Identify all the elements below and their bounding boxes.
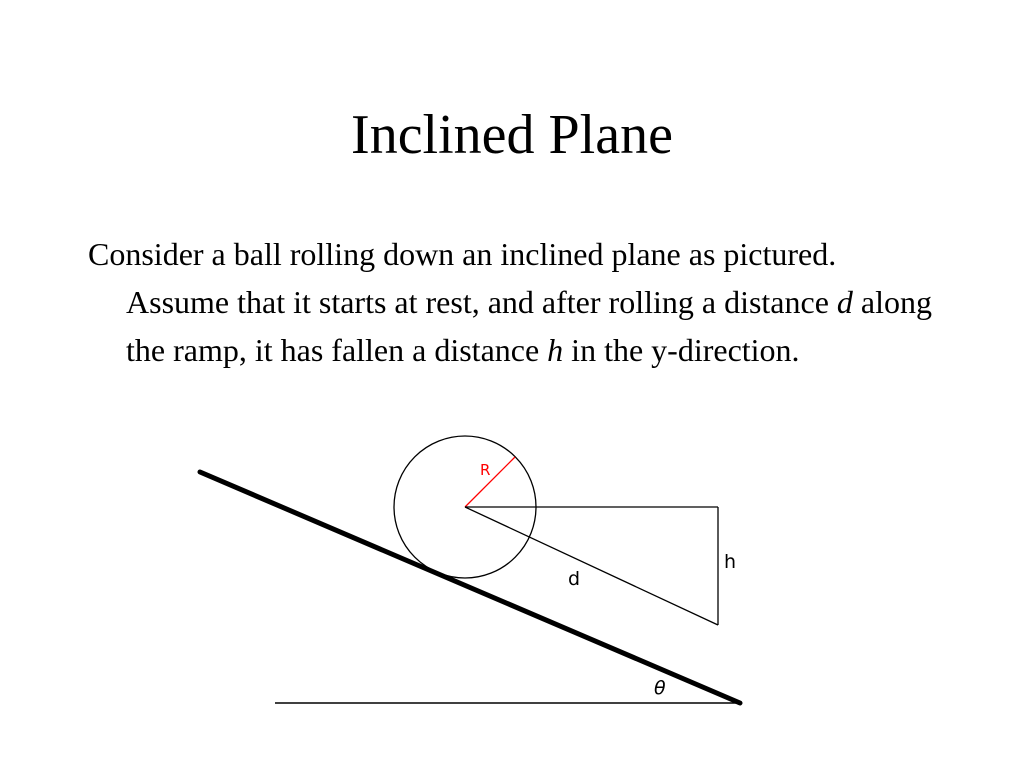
height-label: h [724, 551, 737, 573]
slide-title: Inclined Plane [351, 104, 673, 166]
variable-d: d [836, 284, 853, 320]
body-text-part1: Consider a ball rolling down an inclined plane as pictured. Assume that it starts at rest, and after rolling a distance [88, 236, 837, 320]
distance-line [465, 507, 718, 625]
variable-h: h [547, 332, 564, 368]
body-text-part3: in the y-direction. [563, 332, 800, 368]
body-text-part2: along the ramp, it has fallen a distance [126, 284, 932, 368]
angle-label: θ [654, 677, 666, 699]
radius-label: R [480, 461, 491, 479]
distance-label: d [568, 568, 581, 590]
